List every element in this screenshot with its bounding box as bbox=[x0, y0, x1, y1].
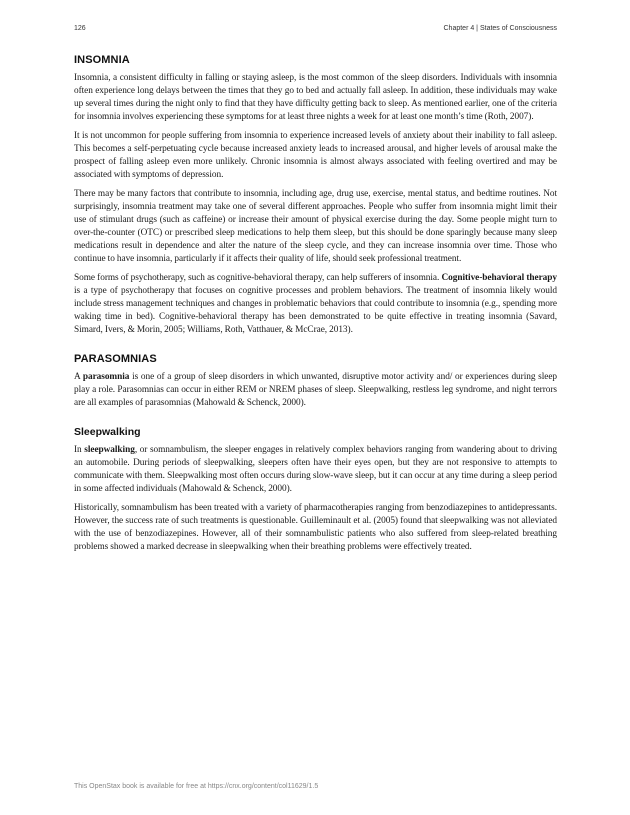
insomnia-paragraph-2: It is not uncommon for people suffering from insomnia to experience increased levels of anxiety about their inability to fall asleep. This becomes a self-perpetuating cycle because increased anxiety leads to increased arousal, and higher levels of arousal make the prospect of falling asleep even more unlikely. Chronic insomnia is almost always associated with feeling overtired and may be associated with symptoms of depression. bbox=[74, 131, 557, 180]
paragraph-text: In bbox=[74, 445, 85, 455]
key-term-parasomnia: parasomnia bbox=[82, 372, 130, 382]
insomnia-paragraph-4 bbox=[74, 272, 557, 337]
page-number: 126 bbox=[74, 25, 86, 32]
paragraph-text: , or somnambulism, the sleeper engages in relatively complex behaviors ranging from wandering about to driving an automobile. During periods of sleepwalking, sleepers often have their eyes open, but they are not responsive to attempts to communicate with them. Sleepwalking most often occurs during slow-wave sleep, but it can occur at any time during a sleep period in some affected individuals (Mahowald & Schenck, 2000). bbox=[74, 445, 557, 494]
key-term-cbt: Cognitive-behavioral therapy bbox=[441, 273, 557, 283]
sleepwalking-paragraph-2: Historically, somnambulism has been treated with a variety of pharmacotherapies ranging from benzodiazepines to antidepressants. However, the success rate of such treatments is questionable. Guilleminault et al. (2005) found that sleepwalking was not alleviated with the use of benzodiazepines. However, all of their somnambulistic patients who also suffered from sleep-related breathing problems showed a marked decrease in sleepwalking when their breathing problems were effectively treated. bbox=[74, 503, 557, 552]
parasomnias-paragraph-1 bbox=[74, 371, 557, 410]
paragraph-text: is a type of psychotherapy that focuses on cognitive processes and problem behaviors. The treatment of insomnia likely would include stress management techniques and changes in problematic behaviors that could contribute to insomnia (e.g., spending more waking time in bed). Cognitive-behavioral therapy has been demonstrated to be quite effective in treating insomnia (Savard, Simard, Ivers, & Morin, 2005; Williams, Roth, Vatthauer, & McCrae, 2013). bbox=[74, 286, 557, 335]
paragraph-text: Some forms of psychotherapy, such as cognitive-behavioral therapy, can help sufferers of insomnia. bbox=[74, 273, 442, 283]
section-heading-parasomnias: PARASOMNIAS bbox=[74, 353, 157, 365]
running-header bbox=[74, 25, 557, 37]
sleepwalking-paragraph-1 bbox=[74, 444, 557, 496]
page-footer: This OpenStax book is available for free at https://cnx.org/content/col11629/1.5 bbox=[74, 783, 319, 790]
main-content bbox=[74, 53, 557, 554]
subsection-heading-sleepwalking: Sleepwalking bbox=[74, 426, 141, 438]
insomnia-paragraph-1: Insomnia, a consistent difficulty in falling or staying asleep, is the most common of the sleep disorders. Individuals with insomnia often experience long delays between the times that they go to bed and actually fall asleep. In addition, these individuals may wake up several times during the night only to find that they have difficulty getting back to sleep. As mentioned earlier, one of the criteria for insomnia involves experiencing these symptoms for at least three nights a week for at least one month’s time (Roth, 2007). bbox=[74, 73, 557, 122]
chapter-title: Chapter 4 | States of Consciousness bbox=[443, 25, 557, 32]
key-term-sleepwalking: sleepwalking bbox=[84, 445, 135, 455]
paragraph-text: is one of a group of sleep disorders in which unwanted, disruptive motor activity and/ or experiences during sleep play a role. Parasomnias can occur in either REM or NREM phases of sleep. Sleepwalking, restless leg syndrome, and night terrors are all examples of parasomnias (Mahowald & Schenck, 2000). bbox=[74, 372, 557, 408]
section-heading-insomnia: INSOMNIA bbox=[74, 54, 130, 66]
paragraph-text: A bbox=[74, 372, 83, 382]
insomnia-paragraph-3: There may be many factors that contribute to insomnia, including age, drug use, exercise, mental status, and bedtime routines. Not surprisingly, insomnia treatment may take one of several different approaches. People who suffer from insomnia might limit their use of stimulant drugs (such as caffeine) or increase their amount of physical exercise during the day. Some people might turn to over-the-counter (OTC) or prescribed sleep medications to help them sleep, but this should be done sparingly because many sleep medications result in dependence and alter the nature of the sleep cycle, and they can increase insomnia over time. Those who continue to have insomnia, particularly if it affects their quality of life, should seek professional treatment. bbox=[74, 189, 557, 264]
